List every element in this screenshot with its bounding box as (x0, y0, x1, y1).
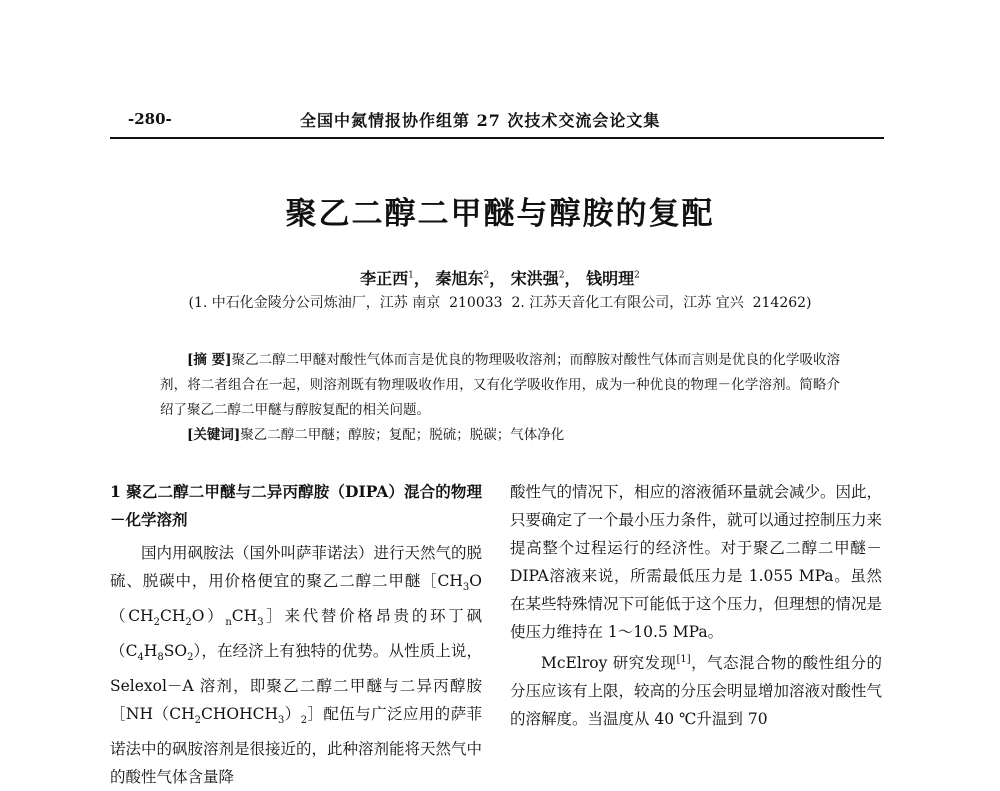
section-heading: 1 聚乙二醇二甲醚与二异丙醇胺（DIPA）混合的物理－化学溶剂 (110, 482, 482, 529)
abstract (160, 348, 840, 423)
running-header: 全国中氮情报协作组第 27 次技术交流会论文集 (300, 111, 661, 130)
abstract-tag: [摘 要] (187, 352, 232, 368)
author-name: 李正西 (360, 269, 409, 288)
body-paragraph: McElroy 研究发现[1]，气态混合物的酸性组分的分压应该有上限，较高的分压会明显增加溶液对酸性气的溶解度。当温度从 40 ℃升温到 70 (510, 654, 883, 729)
body-paragraph: 国内用砜胺法（国外叫萨菲诺法）进行天然气的脱硫、脱碳中，用价格便宜的聚乙二醇二甲醚$[CH_3O(CH_2CH_2O)_nCH_3]$来代替价格昂贵的环丁砜$(C_4H_8SO_2)$，在经济上有独特的优势。从性质上说，Selexol－A 溶剂，即聚乙二醇二甲醚与二异丙醇胺$[NH(CH_2CHOHCH_3)_2]$配伍与广泛应用的萨菲诺法中的砜胺溶剂是很接近的，此种溶剂能将天然气中的酸性气体含量降 (110, 544, 483, 787)
author-mark: 2 (558, 270, 565, 281)
right-column (510, 478, 882, 733)
paper-title: 聚乙二醇二甲醚与醇胺的复配 (285, 196, 715, 232)
author-name: 钱明理 (586, 269, 635, 288)
citation-ref: [1] (676, 654, 691, 665)
left-column (110, 478, 482, 791)
author-mark: 2 (634, 270, 640, 281)
author-mark: 2 (483, 270, 490, 281)
author-separator: ， (564, 269, 581, 288)
keywords-text: 聚乙二醇二甲醚；醇胺；复配；脱硫；脱碳；气体净化 (240, 427, 565, 443)
page-number: -280- (128, 110, 172, 128)
author-name: 宋洪强 (510, 269, 559, 288)
author-separator: ， (413, 269, 430, 288)
body-paragraph: 酸性气的情况下，相应的溶液循环量就会减少。因此，只要确定了一个最小压力条件，就可以通过控制压力来提高整个过程运行的经济性。对于聚乙二醇二甲醚－DIPA溶液来说，所需最低压力是 1.055 MPa。虽然在某些特殊情况下可能低于这个压力，但理想的情况是使压力维持在 1～10.5 MPa。 (510, 483, 883, 641)
abstract-text: 聚乙二醇二甲醚对酸性气体而言是优良的物理吸收溶剂；而醇胺对酸性气体而言则是优良的化学吸收溶剂，将二者组合在一起，则溶剂既有物理吸收作用，又有化学吸收作用，成为一种优良的物理－化学溶剂。简略介绍了聚乙二醇二甲醚与醇胺复配的相关问题。 (160, 352, 840, 418)
author-mark: 1 (408, 270, 414, 281)
header-rule (110, 137, 884, 139)
author-list (0, 266, 1000, 289)
affiliations: (1. 中石化金陵分公司炼油厂，江苏 南京 210033 2. 江苏天音化工有限公司，江苏 宜兴 214262) (188, 295, 812, 311)
keywords-tag: [关键词] (187, 427, 241, 443)
author-name: 秦旭东 (435, 269, 484, 288)
keywords (160, 423, 840, 448)
author-separator: ， (489, 269, 506, 288)
